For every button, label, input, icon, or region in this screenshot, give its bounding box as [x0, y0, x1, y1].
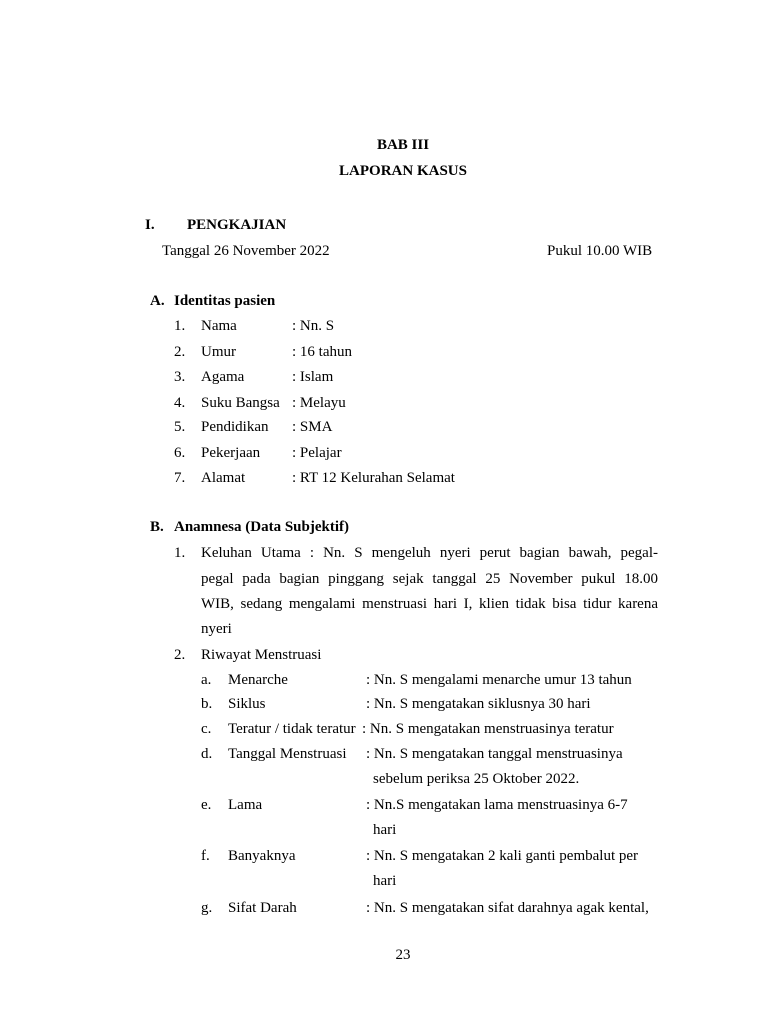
sublist-label: Banyaknya: [228, 848, 296, 864]
subsection-letter: B.: [150, 519, 164, 535]
sublist-value-continuation: hari: [373, 822, 397, 838]
subsection-letter: A.: [150, 293, 165, 309]
list-item-value: : Pelajar: [292, 445, 342, 461]
sublist-label: Menarche: [228, 672, 288, 688]
subsection-title: Identitas pasien: [174, 293, 276, 309]
chapter-heading: BAB III: [376, 137, 430, 153]
sublist-letter: g.: [201, 900, 213, 916]
sublist-value-continuation: sebelum periksa 25 Oktober 2022.: [373, 771, 580, 787]
assessment-time: Pukul 10.00 WIB: [547, 243, 653, 259]
sublist-value: : Nn. S mengalami menarche umur 13 tahun: [366, 672, 632, 688]
main-complaint-line: pegal pada bagian pinggang sejak tanggal 25 November pukul 18.00: [201, 571, 658, 587]
list-item-number: 4.: [174, 395, 186, 411]
sublist-label: Siklus: [228, 696, 266, 712]
list-item-number: 1.: [174, 318, 186, 334]
sublist-label: Lama: [228, 797, 263, 813]
list-item-number: 2.: [174, 344, 186, 360]
sublist-value: : Nn.S mengatakan lama menstruasinya 6-7: [366, 797, 628, 813]
list-item-value: : Nn. S: [292, 318, 335, 334]
sublist-value: : Nn. S mengatakan 2 kali ganti pembalut per: [366, 848, 639, 864]
list-item-label: Riwayat Menstruasi: [201, 647, 322, 663]
sublist-letter: d.: [201, 746, 213, 762]
list-item-value: : Melayu: [292, 395, 346, 411]
sublist-value-continuation: hari: [373, 873, 397, 889]
chapter-title: LAPORAN KASUS: [339, 163, 467, 179]
sublist-letter: f.: [201, 848, 210, 864]
sublist-letter: b.: [201, 696, 213, 712]
sublist-letter: a.: [201, 672, 212, 688]
page-number: 23: [395, 947, 411, 963]
main-complaint-line: Keluhan Utama : Nn. S mengeluh nyeri perut bagian bawah, pegal-: [201, 545, 658, 561]
list-item-value: : SMA: [292, 419, 333, 435]
section-number: I.: [145, 217, 155, 233]
list-item-label: Umur: [201, 344, 236, 360]
sublist-label: Sifat Darah: [228, 900, 297, 916]
list-item-value: : 16 tahun: [292, 344, 352, 360]
list-item-label: Pendidikan: [201, 419, 269, 435]
sublist-letter: e.: [201, 797, 212, 813]
assessment-date: Tanggal 26 November 2022: [162, 243, 330, 259]
sublist-value: : Nn. S mengatakan menstruasinya teratur: [362, 721, 614, 737]
sublist-label: Tanggal Menstruasi: [228, 746, 347, 762]
main-complaint-line: WIB, sedang mengalami menstruasi hari I, klien tidak bisa tidur karena: [201, 596, 658, 612]
list-item-value: : RT 12 Kelurahan Selamat: [292, 470, 455, 486]
list-item-label: Alamat: [201, 470, 246, 486]
list-item-number: 5.: [174, 419, 186, 435]
subsection-title: Anamnesa (Data Subjektif): [174, 519, 350, 535]
list-item-number: 7.: [174, 470, 186, 486]
sublist-value: : Nn. S mengatakan siklusnya 30 hari: [366, 696, 591, 712]
sublist-value: : Nn. S mengatakan tanggal menstruasinya: [366, 746, 623, 762]
list-item-label: Suku Bangsa: [201, 395, 280, 411]
list-item-value: : Islam: [292, 369, 334, 385]
list-item-number: 6.: [174, 445, 186, 461]
section-title: PENGKAJIAN: [187, 217, 287, 233]
sublist-value: : Nn. S mengatakan sifat darahnya agak kental,: [366, 900, 649, 916]
sublist-label: Teratur / tidak teratur: [228, 721, 356, 737]
list-item-label: Nama: [201, 318, 237, 334]
sublist-letter: c.: [201, 721, 212, 737]
list-item-number: 3.: [174, 369, 186, 385]
list-item-label: Agama: [201, 369, 245, 385]
list-item-number: 2.: [174, 647, 186, 663]
list-item-number: 1.: [174, 545, 186, 561]
list-item-label: Pekerjaan: [201, 445, 261, 461]
main-complaint-line: nyeri: [201, 621, 232, 637]
